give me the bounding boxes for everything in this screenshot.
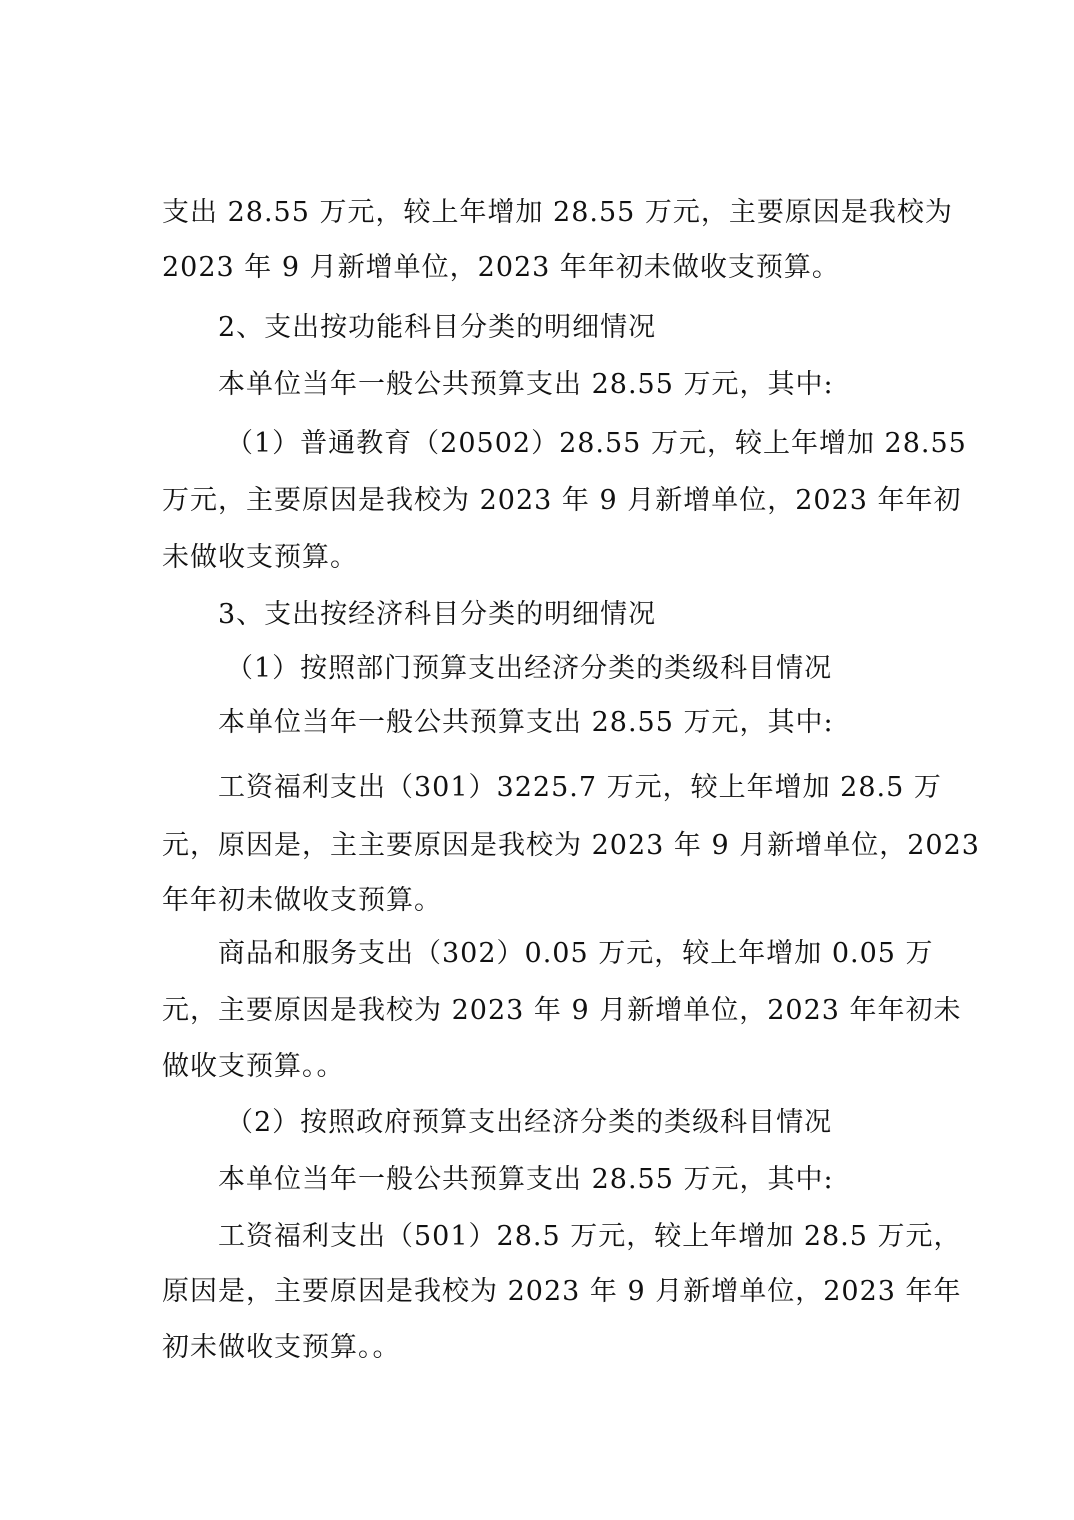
subsection-heading: （1）按照部门预算支出经济分类的类级科目情况 [226, 653, 833, 684]
paragraph-line: 2023 年 9 月新增单位，2023 年年初未做收支预算。 [162, 252, 840, 283]
paragraph-line: 做收支预算。。 [162, 1051, 345, 1082]
paragraph-line: 元，原因是，主主要原因是我校为 2023 年 9 月新增单位，2023 [162, 830, 980, 861]
paragraph-line: 支出 28.55 万元，较上年增加 28.55 万元，主要原因是我校为 [162, 197, 953, 228]
paragraph-line: 本单位当年一般公共预算支出 28.55 万元，其中: [218, 1164, 834, 1195]
paragraph-line: 工资福利支出（501）28.5 万元，较上年增加 28.5 万元， [218, 1221, 962, 1252]
paragraph-line: 本单位当年一般公共预算支出 28.55 万元，其中: [218, 707, 834, 738]
section-heading: 3、支出按经济科目分类的明细情况 [218, 599, 657, 630]
paragraph-line: 万元，主要原因是我校为 2023 年 9 月新增单位，2023 年年初 [162, 485, 962, 516]
paragraph-line: 初未做收支预算。。 [162, 1332, 401, 1363]
section-heading: 2、支出按功能科目分类的明细情况 [218, 312, 657, 343]
paragraph-line: 年年初未做收支预算。 [162, 885, 442, 916]
paragraph-line: 商品和服务支出（302）0.05 万元，较上年增加 0.05 万 [218, 938, 934, 969]
subsection-heading: （2）按照政府预算支出经济分类的类级科目情况 [226, 1107, 833, 1138]
paragraph-line: 本单位当年一般公共预算支出 28.55 万元，其中: [218, 369, 834, 400]
paragraph-line: 工资福利支出（301）3225.7 万元，较上年增加 28.5 万 [218, 772, 942, 803]
paragraph-line: 原因是，主要原因是我校为 2023 年 9 月新增单位，2023 年年 [162, 1276, 962, 1307]
paragraph-line: （1）普通教育（20502）28.55 万元，较上年增加 28.55 [226, 428, 967, 459]
paragraph-line: 未做收支预算。 [162, 542, 358, 573]
paragraph-line: 元，主要原因是我校为 2023 年 9 月新增单位，2023 年年初未 [162, 995, 962, 1026]
